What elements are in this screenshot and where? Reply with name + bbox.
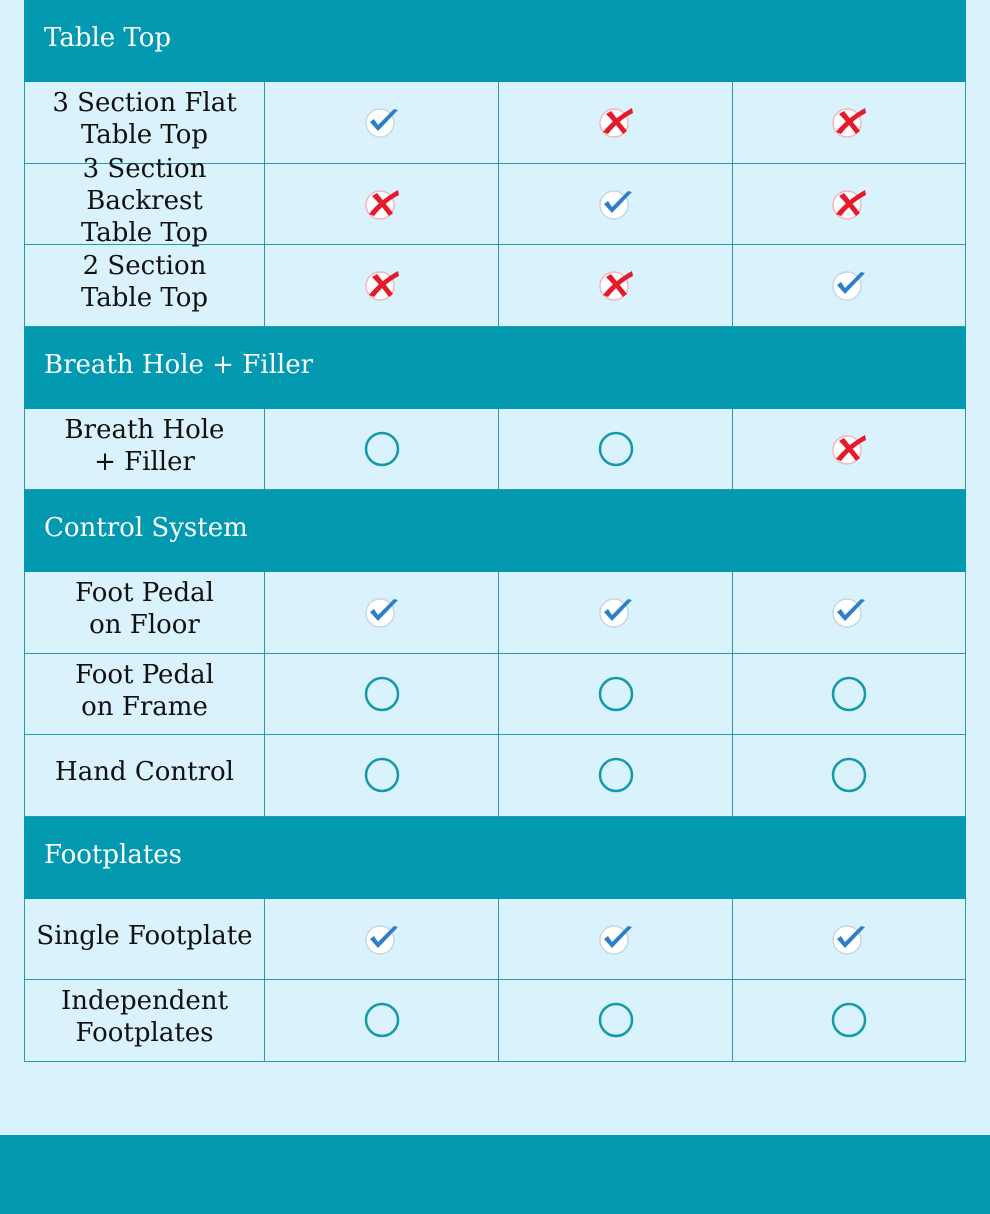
feature-cell [24, 82, 265, 164]
check-icon [592, 588, 640, 636]
cross-icon [592, 98, 640, 146]
circle-icon [592, 996, 640, 1044]
value-cell [499, 82, 733, 164]
section-title: Breath Hole + Filler [44, 349, 314, 380]
feature-label: Foot Pedal on Floor [75, 578, 214, 641]
table-row [24, 153, 966, 248]
value-cell [265, 899, 499, 981]
feature-label: Breath Hole + Filler [64, 414, 225, 477]
circle-icon [358, 751, 406, 799]
feature-label: 3 Section Backrest Table Top [80, 153, 209, 248]
value-cell [265, 572, 499, 654]
value-cell [499, 409, 733, 491]
feature-label: Independent Footplates [60, 986, 229, 1049]
cross-icon [825, 98, 873, 146]
table-row [24, 409, 966, 491]
check-icon [358, 98, 406, 146]
circle-icon [825, 751, 873, 799]
check-icon [358, 588, 406, 636]
section-header [24, 490, 966, 572]
cross-icon [825, 180, 873, 228]
value-cell [733, 980, 966, 1062]
comparison-table [24, 0, 966, 1062]
feature-label: Foot Pedal on Frame [75, 659, 214, 722]
circle-icon [358, 425, 406, 473]
feature-label: Single Footplate [36, 920, 253, 951]
feature-cell [24, 899, 265, 981]
circle-icon [825, 670, 873, 718]
value-cell [499, 245, 733, 327]
section-header [24, 327, 966, 409]
cross-icon [358, 261, 406, 309]
section-header [24, 817, 966, 899]
check-icon [592, 180, 640, 228]
feature-cell [24, 572, 265, 654]
value-cell [733, 899, 966, 981]
circle-icon [592, 670, 640, 718]
value-cell [265, 654, 499, 736]
check-icon [825, 261, 873, 309]
value-cell [499, 899, 733, 981]
value-cell [499, 980, 733, 1062]
value-cell [499, 735, 733, 817]
section-title: Footplates [44, 839, 183, 870]
section-title: Control System [44, 513, 248, 543]
circle-icon [358, 670, 406, 718]
circle-icon [358, 996, 406, 1044]
value-cell [265, 409, 499, 491]
value-cell [733, 164, 966, 246]
value-cell [499, 654, 733, 736]
table-row [24, 572, 966, 654]
footer-bar [0, 1135, 990, 1214]
value-cell [733, 245, 966, 327]
feature-label: 3 Section Flat Table Top [52, 88, 237, 151]
cross-icon [825, 425, 873, 473]
section-header [24, 0, 966, 82]
check-icon [825, 588, 873, 636]
check-icon [825, 915, 873, 963]
feature-label: Hand Control [55, 757, 234, 788]
table-row [24, 654, 966, 736]
cross-icon [358, 180, 406, 228]
circle-icon [825, 996, 873, 1044]
cross-icon [592, 261, 640, 309]
value-cell [265, 735, 499, 817]
value-cell [499, 572, 733, 654]
value-cell [265, 245, 499, 327]
table-row [24, 245, 966, 327]
value-cell [265, 980, 499, 1062]
value-cell [265, 82, 499, 164]
feature-cell [24, 735, 265, 817]
value-cell [733, 409, 966, 491]
circle-icon [592, 751, 640, 799]
value-cell [733, 572, 966, 654]
feature-cell [24, 980, 265, 1062]
check-icon [592, 915, 640, 963]
table-row [24, 82, 966, 164]
value-cell [733, 735, 966, 817]
circle-icon [592, 425, 640, 473]
section-title: Table Top [44, 23, 172, 53]
value-cell [499, 164, 733, 246]
feature-cell [24, 654, 265, 736]
feature-label: 2 Section Table Top [80, 251, 209, 314]
value-cell [733, 82, 966, 164]
value-cell [733, 654, 966, 736]
feature-cell [24, 153, 265, 248]
check-icon [358, 915, 406, 963]
table-row [24, 980, 966, 1062]
feature-cell [24, 245, 265, 327]
value-cell [265, 164, 499, 246]
feature-cell [24, 409, 265, 491]
table-row [24, 735, 966, 817]
table-row [24, 899, 966, 981]
